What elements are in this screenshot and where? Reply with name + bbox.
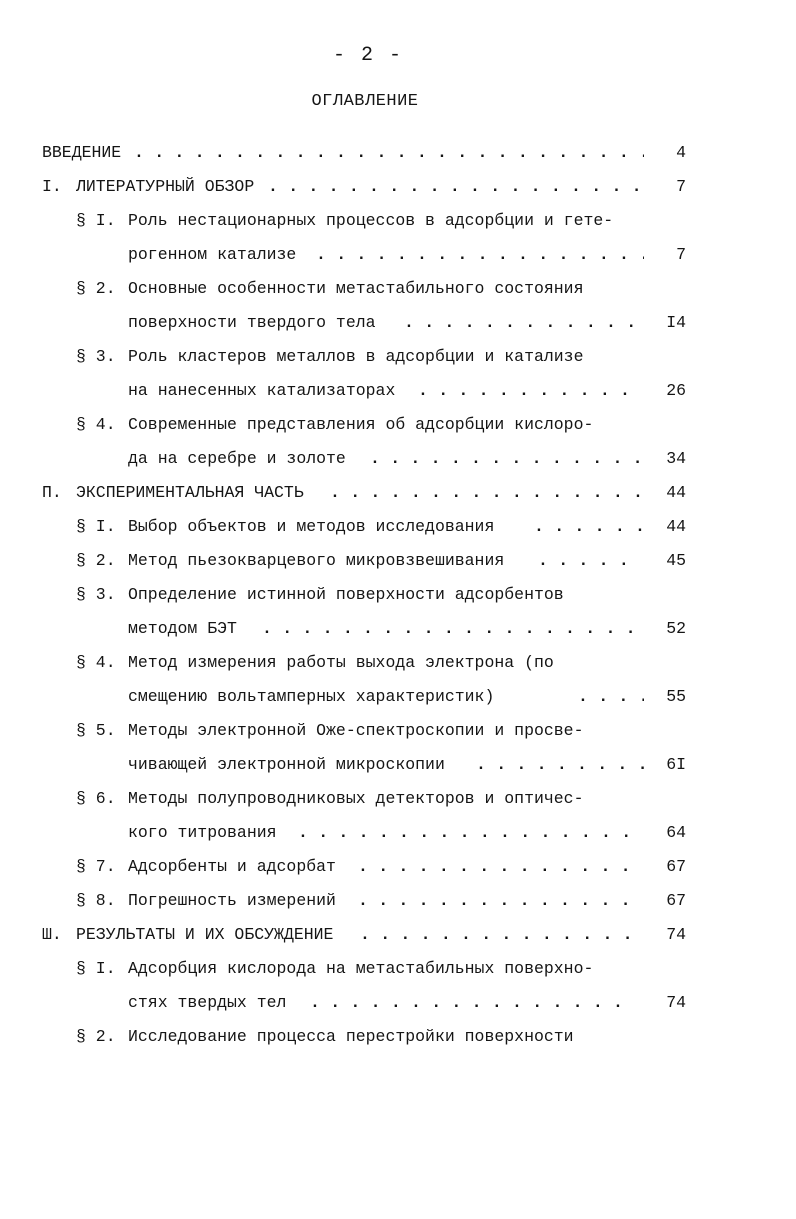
toc-entry-section (0, 952, 796, 986)
toc-entry-section-continuation (0, 306, 796, 340)
toc-chapter-number: I. (42, 177, 62, 196)
toc-page-number: 74 (666, 925, 686, 944)
toc-leader-dots (134, 136, 644, 170)
toc-page-number: 55 (666, 687, 686, 706)
toc-page-number: 4 (676, 143, 686, 162)
toc-entry-title-continuation: на нанесенных катализаторах (128, 381, 396, 400)
toc-entry-title: ВВЕДЕНИЕ (42, 143, 122, 162)
toc-leader-dots (360, 918, 644, 952)
toc-entry-title: ЭКСПЕРИМЕНТАЛЬНАЯ ЧАСТЬ (76, 483, 304, 502)
toc-page-number: 6I (666, 755, 686, 774)
toc-entry-title: Исследование процесса перестройки поверхности (128, 1027, 574, 1046)
toc-entry-section (0, 850, 796, 884)
toc-entry-title-continuation: смещению вольтамперных характеристик) (128, 687, 495, 706)
toc-entry-title: Определение истинной поверхности адсорбентов (128, 585, 564, 604)
toc-entry-title-continuation: чивающей электронной микроскопии (128, 755, 445, 774)
toc-section-number: § 4. (76, 653, 116, 672)
toc-entry-chapter-3 (0, 918, 796, 952)
toc-entry-section-continuation (0, 612, 796, 646)
toc-entry-title: Основные особенности метастабильного состояния (128, 279, 584, 298)
page-title: ОГЛАВЛЕНИЕ (311, 92, 419, 111)
toc-section-number: § I. (76, 517, 116, 536)
toc-entry-section (0, 578, 796, 612)
toc-entry-section-continuation (0, 748, 796, 782)
toc-entry-title: Метод измерения работы выхода электрона (по (128, 653, 554, 672)
toc-leader-dots (316, 238, 644, 272)
toc-leader-dots (370, 442, 644, 476)
toc-entry-section-continuation (0, 238, 796, 272)
toc-section-number: § 2. (76, 551, 116, 570)
toc-leader-dots (358, 850, 634, 884)
toc-entry-section-continuation (0, 986, 796, 1020)
toc-page-number: 74 (666, 993, 686, 1012)
toc-entry-title: Погрешность измерений (128, 891, 336, 910)
toc-leader-dots (262, 612, 644, 646)
toc-entry-title: Метод пьезокварцевого микровзвешивания (128, 551, 505, 570)
toc-entry-section (0, 510, 796, 544)
toc-entry-section (0, 1020, 796, 1054)
toc-leader-dots (330, 476, 644, 510)
toc-page-number: 67 (666, 857, 686, 876)
toc-leader-dots (298, 816, 634, 850)
toc-leader-dots (310, 986, 634, 1020)
toc-entry-section (0, 204, 796, 238)
toc-entry-section-continuation (0, 442, 796, 476)
page-number: - 2 - (332, 44, 403, 67)
toc-section-number: § 5. (76, 721, 116, 740)
toc-page-number: 64 (666, 823, 686, 842)
toc-entry-section-continuation (0, 816, 796, 850)
toc-entry-title: Методы полупроводниковых детекторов и оптичес- (128, 789, 584, 808)
toc-page-number: 26 (666, 381, 686, 400)
toc-leader-dots (476, 748, 644, 782)
toc-entry-title: Адсорбенты и адсорбат (128, 857, 336, 876)
toc-leader-dots (578, 680, 644, 714)
toc-entry-title: Адсорбция кислорода на метастабильных поверхно- (128, 959, 594, 978)
toc-entry-title: Выбор объектов и методов исследования (128, 517, 495, 536)
toc-entry-section (0, 272, 796, 306)
toc-section-number: § 2. (76, 279, 116, 298)
toc-page-number: 44 (666, 517, 686, 536)
toc-section-number: § I. (76, 959, 116, 978)
toc-page-number: 45 (666, 551, 686, 570)
toc-chapter-number: П. (42, 483, 62, 502)
toc-entry-section-continuation (0, 374, 796, 408)
toc-entry-title: Роль кластеров металлов в адсорбции и катализе (128, 347, 584, 366)
toc-section-number: § 3. (76, 347, 116, 366)
toc-leader-dots (268, 170, 644, 204)
toc-page-number: I4 (666, 313, 686, 332)
toc-section-number: § 4. (76, 415, 116, 434)
toc-section-number: § I. (76, 211, 116, 230)
toc-entry-title-continuation: да на серебре и золоте (128, 449, 346, 468)
toc-page-number: 44 (666, 483, 686, 502)
toc-entry-section-continuation (0, 680, 796, 714)
toc-chapter-number: Ш. (42, 925, 62, 944)
toc-entry-section (0, 544, 796, 578)
toc-entry-title: Роль нестационарных процессов в адсорбции и гете- (128, 211, 614, 230)
toc-entry-title-continuation: кого титрования (128, 823, 277, 842)
toc-entry-title-continuation: стях твердых тел (128, 993, 287, 1012)
toc-entry-title: ЛИТЕРАТУРНЫЙ ОБЗОР (76, 177, 255, 196)
toc-entry-chapter-2 (0, 476, 796, 510)
toc-leader-dots (404, 306, 644, 340)
table-of-contents (0, 136, 796, 1054)
toc-page-number: 52 (666, 619, 686, 638)
toc-section-number: § 8. (76, 891, 116, 910)
toc-leader-dots (538, 544, 634, 578)
toc-leader-dots (418, 374, 644, 408)
toc-section-number: § 2. (76, 1027, 116, 1046)
toc-page-number: 7 (676, 177, 686, 196)
toc-page-number: 67 (666, 891, 686, 910)
toc-leader-dots (358, 884, 634, 918)
toc-entry-title-continuation: поверхности твердого тела (128, 313, 376, 332)
toc-entry-section (0, 408, 796, 442)
toc-entry-title: РЕЗУЛЬТАТЫ И ИХ ОБСУЖДЕНИЕ (76, 925, 334, 944)
toc-entry-section (0, 646, 796, 680)
toc-page-number: 7 (676, 245, 686, 264)
toc-entry-title: Современные представления об адсорбции кислоро- (128, 415, 594, 434)
toc-section-number: § 7. (76, 857, 116, 876)
toc-section-number: § 6. (76, 789, 116, 808)
toc-entry-title-continuation: рогенном катализе (128, 245, 297, 264)
toc-entry-section (0, 884, 796, 918)
toc-page-number: 34 (666, 449, 686, 468)
toc-entry-section (0, 782, 796, 816)
toc-entry-section (0, 714, 796, 748)
toc-entry-title: Методы электронной Оже-спектроскопии и просве- (128, 721, 584, 740)
toc-leader-dots (534, 510, 644, 544)
toc-entry-introduction (0, 136, 796, 170)
toc-entry-title-continuation: методом БЭТ (128, 619, 237, 638)
toc-entry-section (0, 340, 796, 374)
toc-entry-chapter-1 (0, 170, 796, 204)
toc-section-number: § 3. (76, 585, 116, 604)
